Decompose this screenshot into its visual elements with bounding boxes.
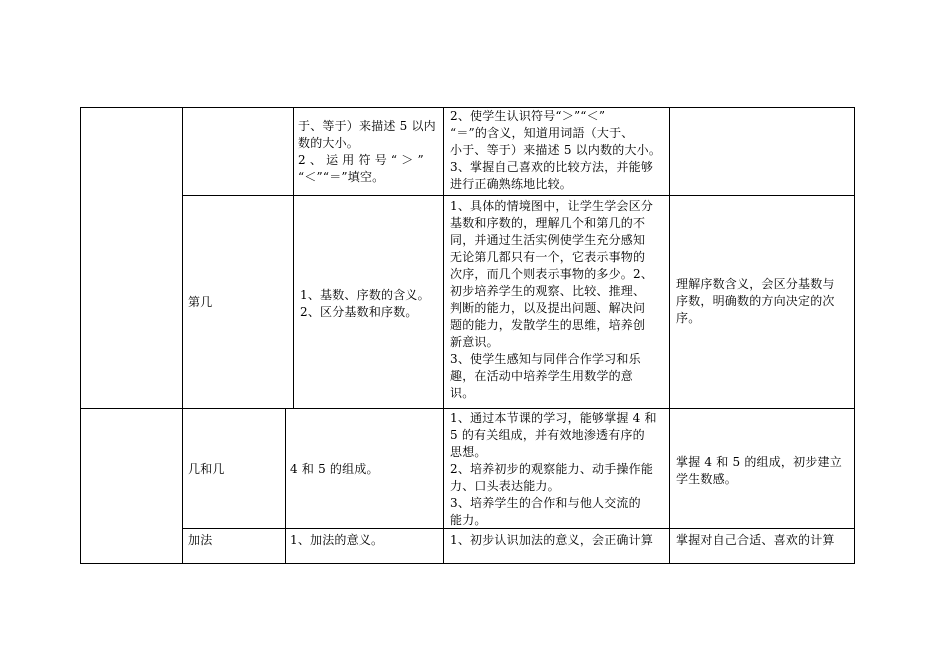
key-point-cell: 掌握 4 和 5 的组成，初步建立 学生数感。 xyxy=(676,455,842,486)
lesson-cell: 加法 xyxy=(188,533,213,547)
goals-cell: 1、通过本节课的学习，能够掌握 4 和 5 的有关组成，并有效地渗透有序的 思想。 2、培养初步的观察能力、动手操作能 力、口头表达能力。 3、培养学生的合作和与他人交流的 能力。 xyxy=(450,411,657,527)
content-cell: 4 和 5 的组成。 xyxy=(290,462,379,476)
lesson-cell: 几和几 xyxy=(188,462,225,476)
column-divider xyxy=(293,107,294,409)
column-divider xyxy=(443,107,444,564)
goals-cell: 1、具体的情境图中，让学生学会区分 基数和序数的，理解几个和第几的不 同，并通过生活实例使学生充分感知 无论第几都只有一个，它表示事物的 次序，而几个则表示事物的多少。2、 初步培养学生的观察、比较、推理、 判断的能力，以及提出问题、解决问 题的能力，发散学生的思维，培养创 新意识。 3、使学生感知与同伴合作学习和乐 趣，在活动中培养学生用数学的意 识。 xyxy=(450,199,654,400)
lesson-cell: 第几 xyxy=(188,295,213,309)
goals-cell: 1、初步认识加法的意义，会正确计算 xyxy=(450,533,654,547)
row-divider xyxy=(80,408,855,409)
table-left-border xyxy=(80,107,81,564)
row-divider xyxy=(182,195,855,196)
content-cell: 于、等于）来描述 5 以内 数的大小。 2 、 运 用 符 号 “ ＞ ” “＜”“＝”填空。 xyxy=(298,119,436,184)
key-point-cell: 掌握对自己合适、喜欢的计算 xyxy=(676,533,835,547)
column-divider xyxy=(285,408,286,564)
table-bottom-border xyxy=(80,563,855,564)
content-cell: 1、加法的意义。 xyxy=(290,533,384,547)
table-right-border xyxy=(854,107,855,564)
key-point-cell: 理解序数含义，会区分基数与 序数，明确数的方向决定的次 序。 xyxy=(676,277,835,325)
column-divider xyxy=(182,107,183,564)
content-cell: 1、基数、序数的含义。 2、区分基数和序数。 xyxy=(300,288,430,319)
goals-cell: 2、使学生认识符号“＞”“＜” “＝”的含义，知道用词語（大于、 小于、等于）来描述 5 以内数的大小。 3、掌握自己喜欢的比较方法，并能够 进行正确熟练地比较。 xyxy=(450,109,662,191)
